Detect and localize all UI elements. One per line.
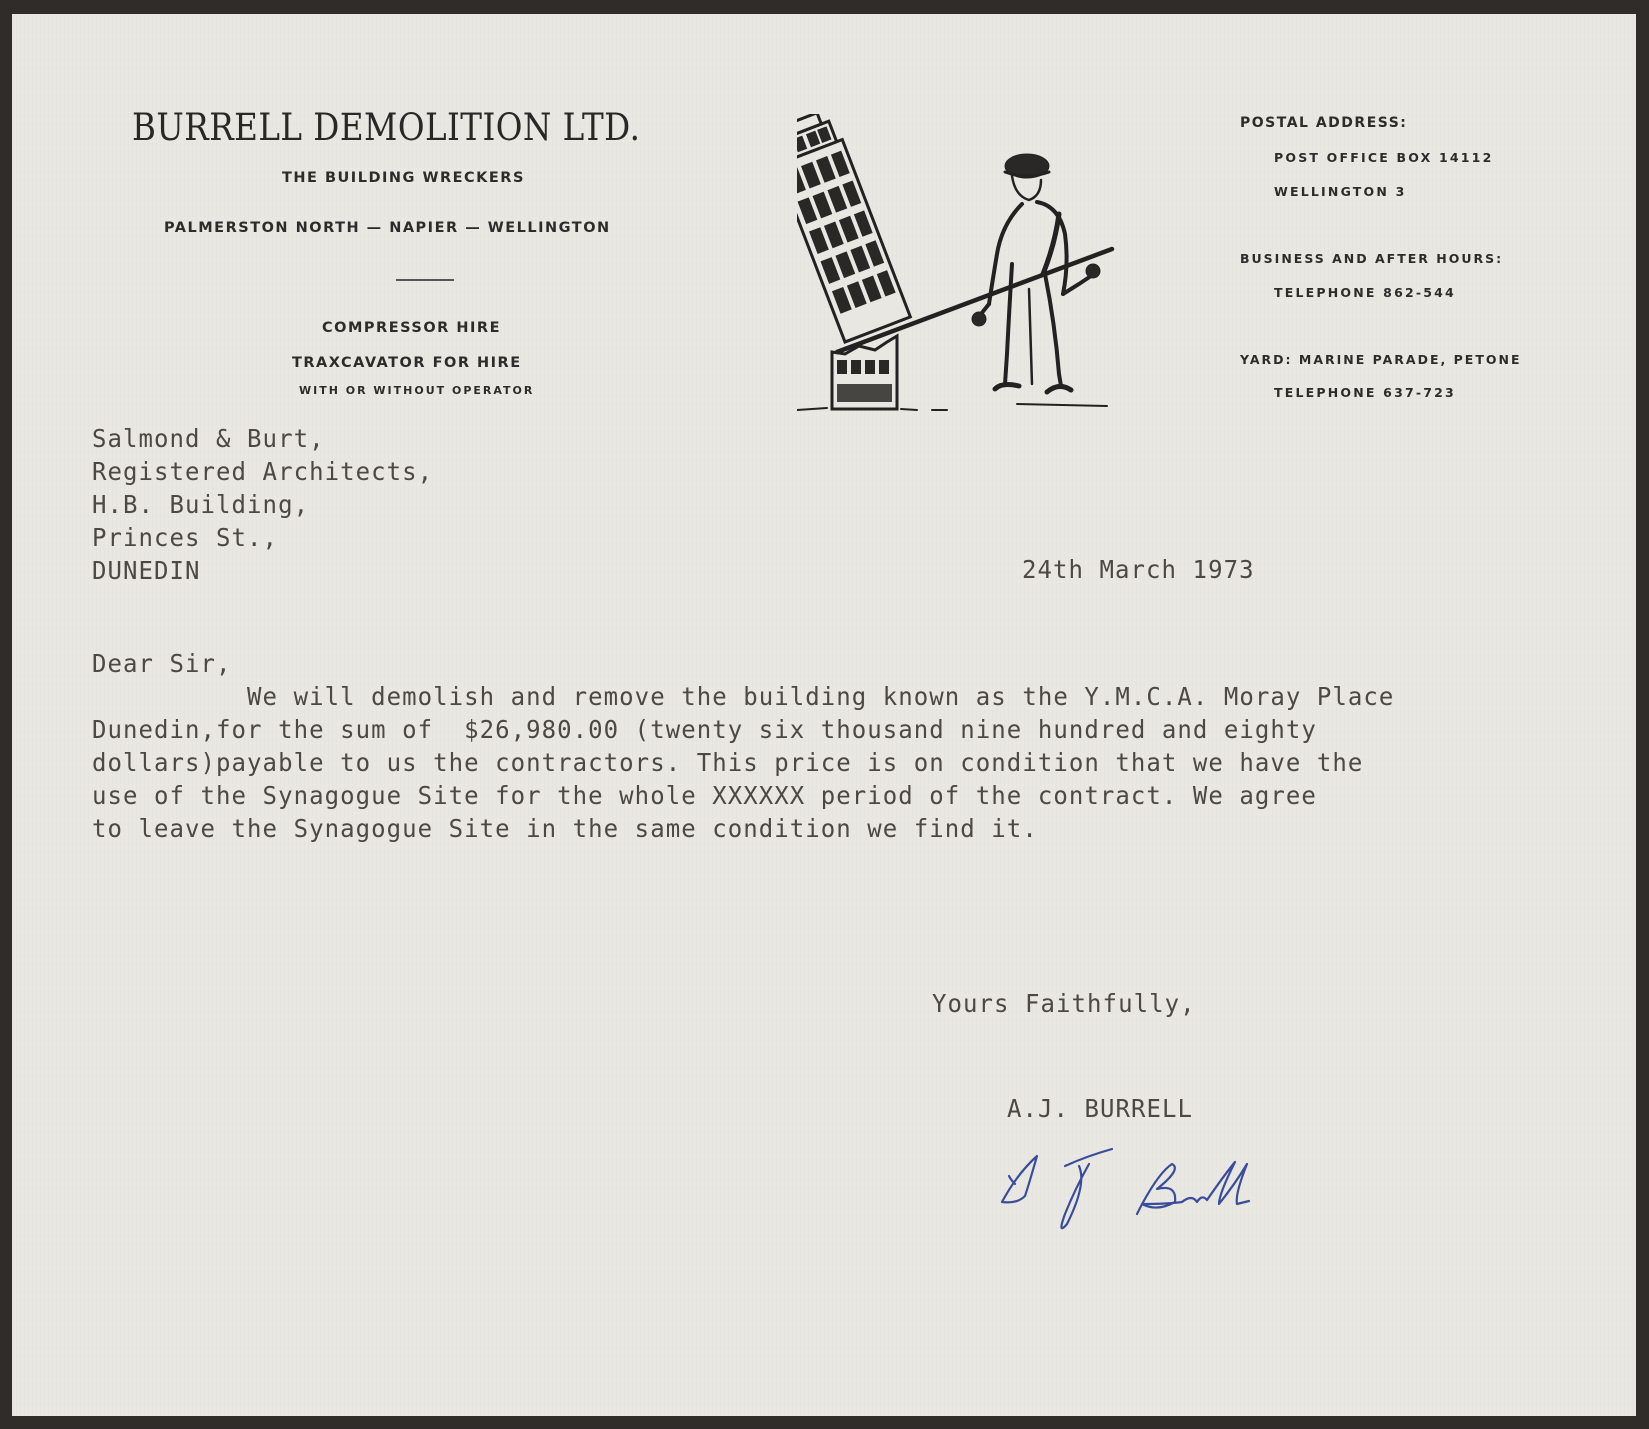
recipient-line: Princes St., [92, 523, 279, 552]
letter-page [12, 14, 1636, 1416]
company-name: BURRELL DEMOLITION LTD. [132, 106, 641, 149]
closing: Yours Faithfully, [932, 989, 1196, 1018]
postal-address-box: POST OFFICE BOX 14112 [1274, 150, 1494, 165]
company-tagline: THE BUILDING WRECKERS [282, 170, 525, 186]
business-hours-heading: BUSINESS AND AFTER HOURS: [1240, 251, 1504, 266]
company-locations: PALMERSTON NORTH — NAPIER — WELLINGTON [164, 220, 611, 236]
business-telephone: TELEPHONE 862-544 [1274, 285, 1456, 300]
recipient-line: Registered Architects, [92, 457, 434, 486]
yard-telephone: TELEPHONE 637-723 [1274, 385, 1456, 400]
service-traxcavator-hire: TRAXCAVATOR FOR HIRE [292, 355, 522, 371]
letterhead-divider [396, 279, 454, 281]
signatory-name: A.J. BURRELL [1007, 1094, 1194, 1123]
handwritten-signature-icon [997, 1144, 1267, 1234]
postal-address-heading: POSTAL ADDRESS: [1240, 115, 1408, 131]
postal-address-city: WELLINGTON 3 [1274, 184, 1407, 199]
recipient-line: Salmond & Burt, [92, 424, 325, 453]
body-line: Dunedin,for the sum of $26,980.00 (twenty six thousand nine hundred and eighty [92, 715, 1317, 744]
recipient-line: DUNEDIN [92, 556, 201, 585]
body-line: to leave the Synagogue Site in the same condition we find it. [92, 814, 1038, 843]
recipient-line: H.B. Building, [92, 490, 310, 519]
salutation: Dear Sir, [92, 649, 232, 678]
body-line: dollars)payable to us the contractors. This price is on condition that we have the [92, 748, 1364, 777]
letter-date: 24th March 1973 [1022, 555, 1255, 584]
yard-address: YARD: MARINE PARADE, PETONE [1240, 352, 1522, 367]
service-operator-note: WITH OR WITHOUT OPERATOR [299, 384, 535, 397]
service-compressor-hire: COMPRESSOR HIRE [322, 320, 501, 336]
demolition-illustration-icon [797, 114, 1177, 434]
body-line: use of the Synagogue Site for the whole XXXXXX period of the contract. We agree [92, 781, 1317, 810]
body-line: We will demolish and remove the building known as the Y.M.C.A. Moray Place [92, 682, 1395, 711]
